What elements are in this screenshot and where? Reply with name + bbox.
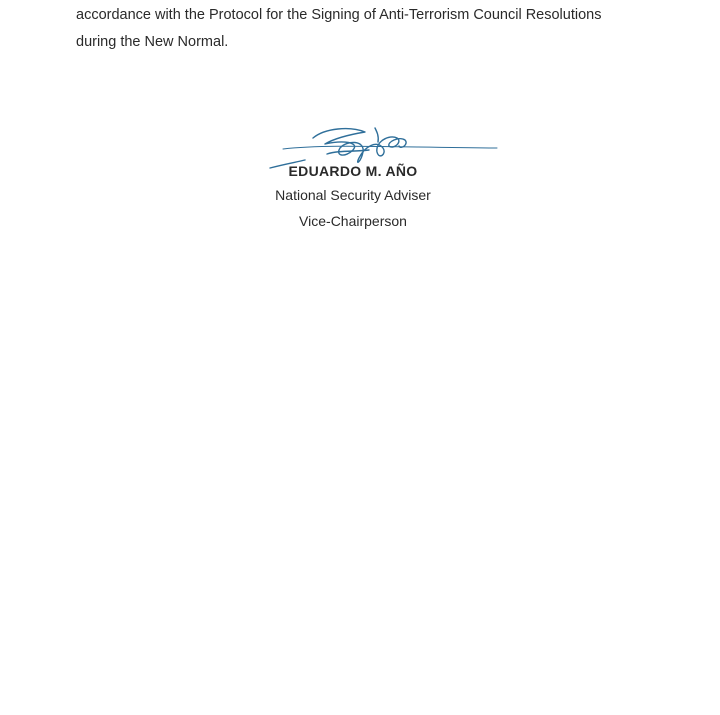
paragraph-line: during the New Normal. (76, 34, 229, 50)
signature-block (235, 160, 471, 234)
closing-paragraph (76, 2, 676, 56)
signatory-title: National Security Adviser (275, 187, 431, 203)
signatory-role: Vice-Chairperson (299, 213, 407, 229)
signatory-name: EDUARDO M. AÑO (288, 163, 418, 179)
paragraph-line: accordance with the Protocol for the Signing of Anti-Terrorism Council Resolutions (76, 7, 602, 23)
